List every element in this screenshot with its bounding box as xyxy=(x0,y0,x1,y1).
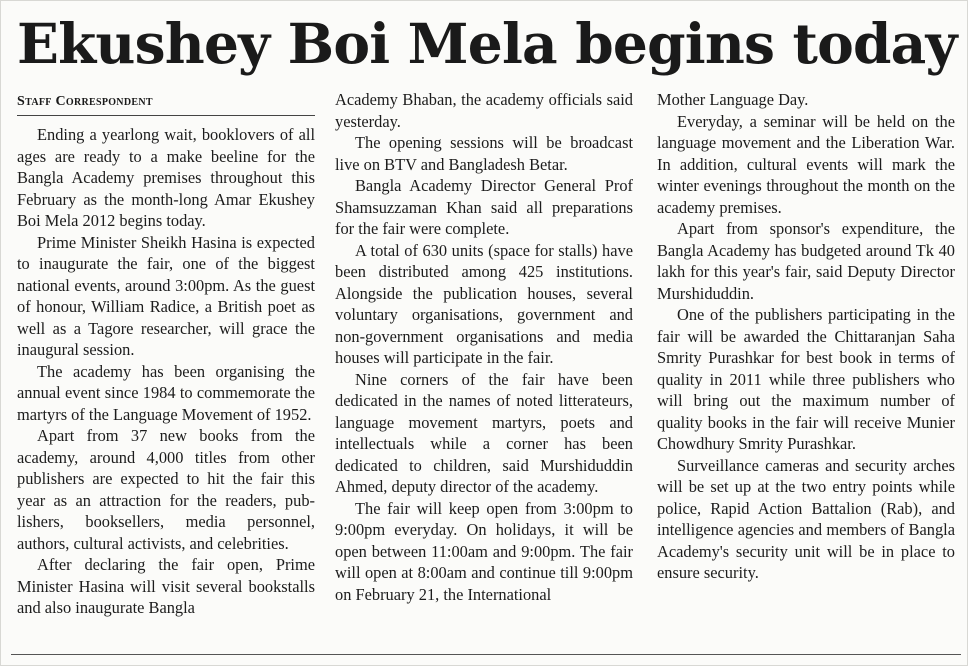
paragraph: Prime Minister Sheikh Hasina is expected to inaugurate the fair, one of the biggest national events, around 3:00pm. As the guest of honour, William Radice, a British poet as well as a Tagore researcher, will grace the inaugural session. xyxy=(17,232,315,359)
byline-block xyxy=(17,89,315,116)
paragraph: After declaring the fair open, Prime Minister Hasina will visit several bookstalls and also inaugurate Bangla xyxy=(17,555,315,617)
paragraph: Apart from 37 new books from the academy, around 4,000 titles from other publishers are expected to hit the fair this year as an attraction for the readers, publishers, booksellers, media personnel, authors, cultural activists, and celebrities. xyxy=(17,426,315,553)
paragraph: The fair will keep open from 3:00pm to 9:00pm everyday. On holidays, it will be open between 11:00am and 9:00pm. The fair will open at 8:00am and continue till 9:00pm on February 21, the International xyxy=(335,498,633,604)
paragraph: The academy has been organising the annual event since 1984 to commemorate the martyrs of the Language Movement of 1952. xyxy=(17,361,315,424)
paragraph: Nine corners of the fair have been dedicated in the names of noted litterateurs, language movement martyrs, poets and intellectuals while a corner has been dedicated to children, said Murshiduddin Ahmed, deputy director of the academy. xyxy=(335,369,633,496)
column-3 xyxy=(657,89,955,645)
paragraph: Everyday, a seminar will be held on the language movement and the Liberation War. In addition, cultural events will mark the winter evenings throughout the month on the academy premises. xyxy=(657,111,955,217)
headline: Ekushey Boi Mela begins today xyxy=(17,11,957,76)
article-body xyxy=(17,89,961,645)
paragraph: Bangla Academy Director General Prof Shamsuzzaman Khan said all preparations for the fair were complete. xyxy=(335,176,633,238)
paragraph: A total of 630 units (space for stalls) have been distributed among 425 institutions. Alongside the publication houses, several voluntary organisations, government and non-government organisations and media houses will participate in the fair. xyxy=(335,240,633,367)
column-2 xyxy=(335,89,633,645)
paragraph: Surveillance cameras and security arches will be set up at the two entry points while police, Rapid Action Battalion (Rab), and intelligence agencies and members of Bangla Academy's security unit will be in place to ensure security. xyxy=(657,455,955,582)
paragraph: The opening sessions will be broadcast live on BTV and Bangladesh Betar. xyxy=(335,133,633,174)
byline: Staff Correspondent xyxy=(17,94,153,109)
paragraph-continued: Mother Language Day. xyxy=(657,90,809,109)
bottom-divider xyxy=(11,654,961,655)
paragraph: One of the publishers participating in the fair will be awarded the Chittaranjan Saha Smrity Purashkar for best book in terms of quality in 2011 while three publishers who will bring out the maximum number of quality books in the fair will receive Munier Chowdhury Smrity Purashkar. xyxy=(657,305,955,453)
column-1 xyxy=(17,89,315,645)
paragraph: Ending a yearlong wait, booklovers of all ages are ready to a make beeline for the Bangla Academy premises throughout this February as the month-long Amar Ekushey Boi Mela 2012 begins today. xyxy=(17,125,315,230)
paragraph: Apart from sponsor's expenditure, the Bangla Academy has budgeted around Tk 40 lakh for this year's fair, said Deputy Director Murshiduddin. xyxy=(657,219,955,303)
paragraph-continued: Academy Bhaban, the academy officials said yesterday. xyxy=(335,90,633,131)
